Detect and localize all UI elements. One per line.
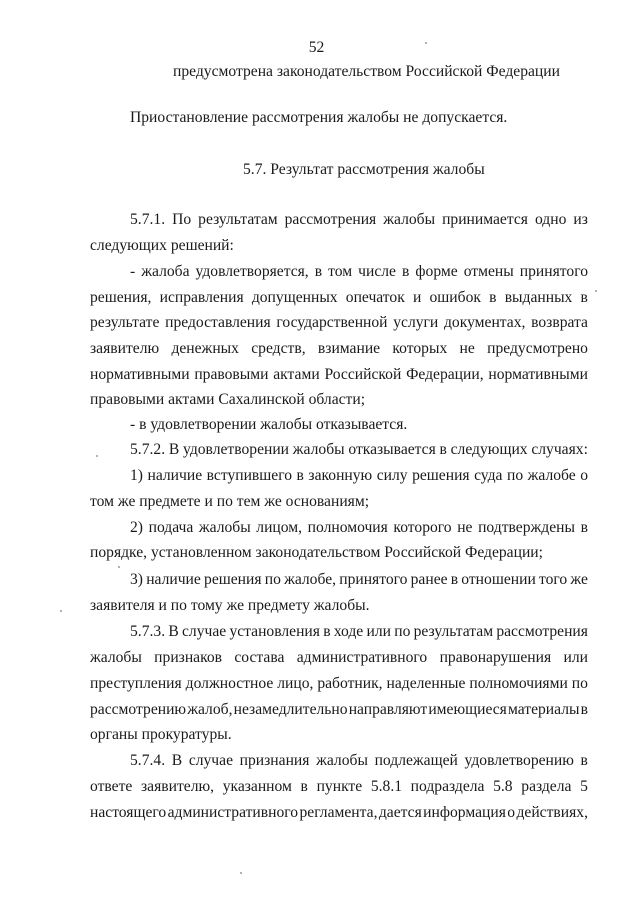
text-line: том же предмете и по тем же основаниям; <box>90 493 370 510</box>
text-line: следующих решений: <box>90 237 234 254</box>
text-line: - жалоба удовлетворяется, в том числе в форме отмены принятого <box>130 263 588 280</box>
page-number: 52 <box>308 39 325 56</box>
text-line: 5.7.4. В случае признания жалобы подлежащей удовлетворению в <box>130 752 588 769</box>
text-line: 3) наличие решения по жалобе, принятого ранее в отношении того же <box>130 571 588 588</box>
text-line: жалобы признаков состава административного правонарушения или <box>90 649 588 666</box>
text-line: заявителю денежных средств, взимание которых не предусмотрено <box>90 340 588 357</box>
text-line: рассмотрению жалоб, незамедлительно направляют имеющиеся материалы в <box>90 701 588 718</box>
text-line: 2) подача жалобы лицом, полномочия которого не подтверждены в <box>130 519 588 536</box>
section-heading: 5.7. Результат рассмотрения жалобы <box>243 161 485 178</box>
text-line: правовыми актами Сахалинской области; <box>90 391 366 408</box>
text-line: преступления должностное лицо, работник, наделенные полномочиями по <box>90 675 588 692</box>
text-line: 5.7.1. По результатам рассмотрения жалобы принимается одно из <box>130 211 588 228</box>
text-line: ответе заявителю, указанном в пункте 5.8.1 подраздела 5.8 раздела 5 <box>90 778 588 795</box>
scan-speck <box>60 610 62 612</box>
scan-speck <box>595 290 597 292</box>
text-line: нормативными правовыми актами Российской Федерации, нормативными <box>90 366 588 383</box>
text-line: предусмотрена законодательством Российской Федерации <box>173 63 560 80</box>
text-line: результате предоставления государственной услуги документах, возврата <box>90 314 588 331</box>
text-line: 5.7.3. В случае установления в ходе или по результатам рассмотрения <box>130 623 588 640</box>
text-line: органы прокуратуры. <box>90 726 232 743</box>
text-line: 5.7.2. В удовлетворении жалобы отказывается в следующих случаях: <box>130 441 588 458</box>
text-line: порядке, установленном законодательством Российской Федерации; <box>90 544 543 561</box>
text-line: Приостановление рассмотрения жалобы не допускается. <box>130 109 508 126</box>
scan-speck <box>118 566 120 568</box>
scan-speck <box>240 872 242 874</box>
text-line: решения, исправления допущенных опечаток и ошибок в выданных в <box>90 289 588 306</box>
text-line: настоящего административного регламента, дается информация о действиях, <box>90 804 588 821</box>
scan-speck <box>96 455 98 457</box>
scan-speck <box>425 42 427 44</box>
text-line: заявителя и по тому же предмету жалобы. <box>90 597 370 614</box>
text-line: 1) наличие вступившего в законную силу решения суда по жалобе о <box>130 467 588 484</box>
text-line: - в удовлетворении жалобы отказывается. <box>130 416 408 433</box>
